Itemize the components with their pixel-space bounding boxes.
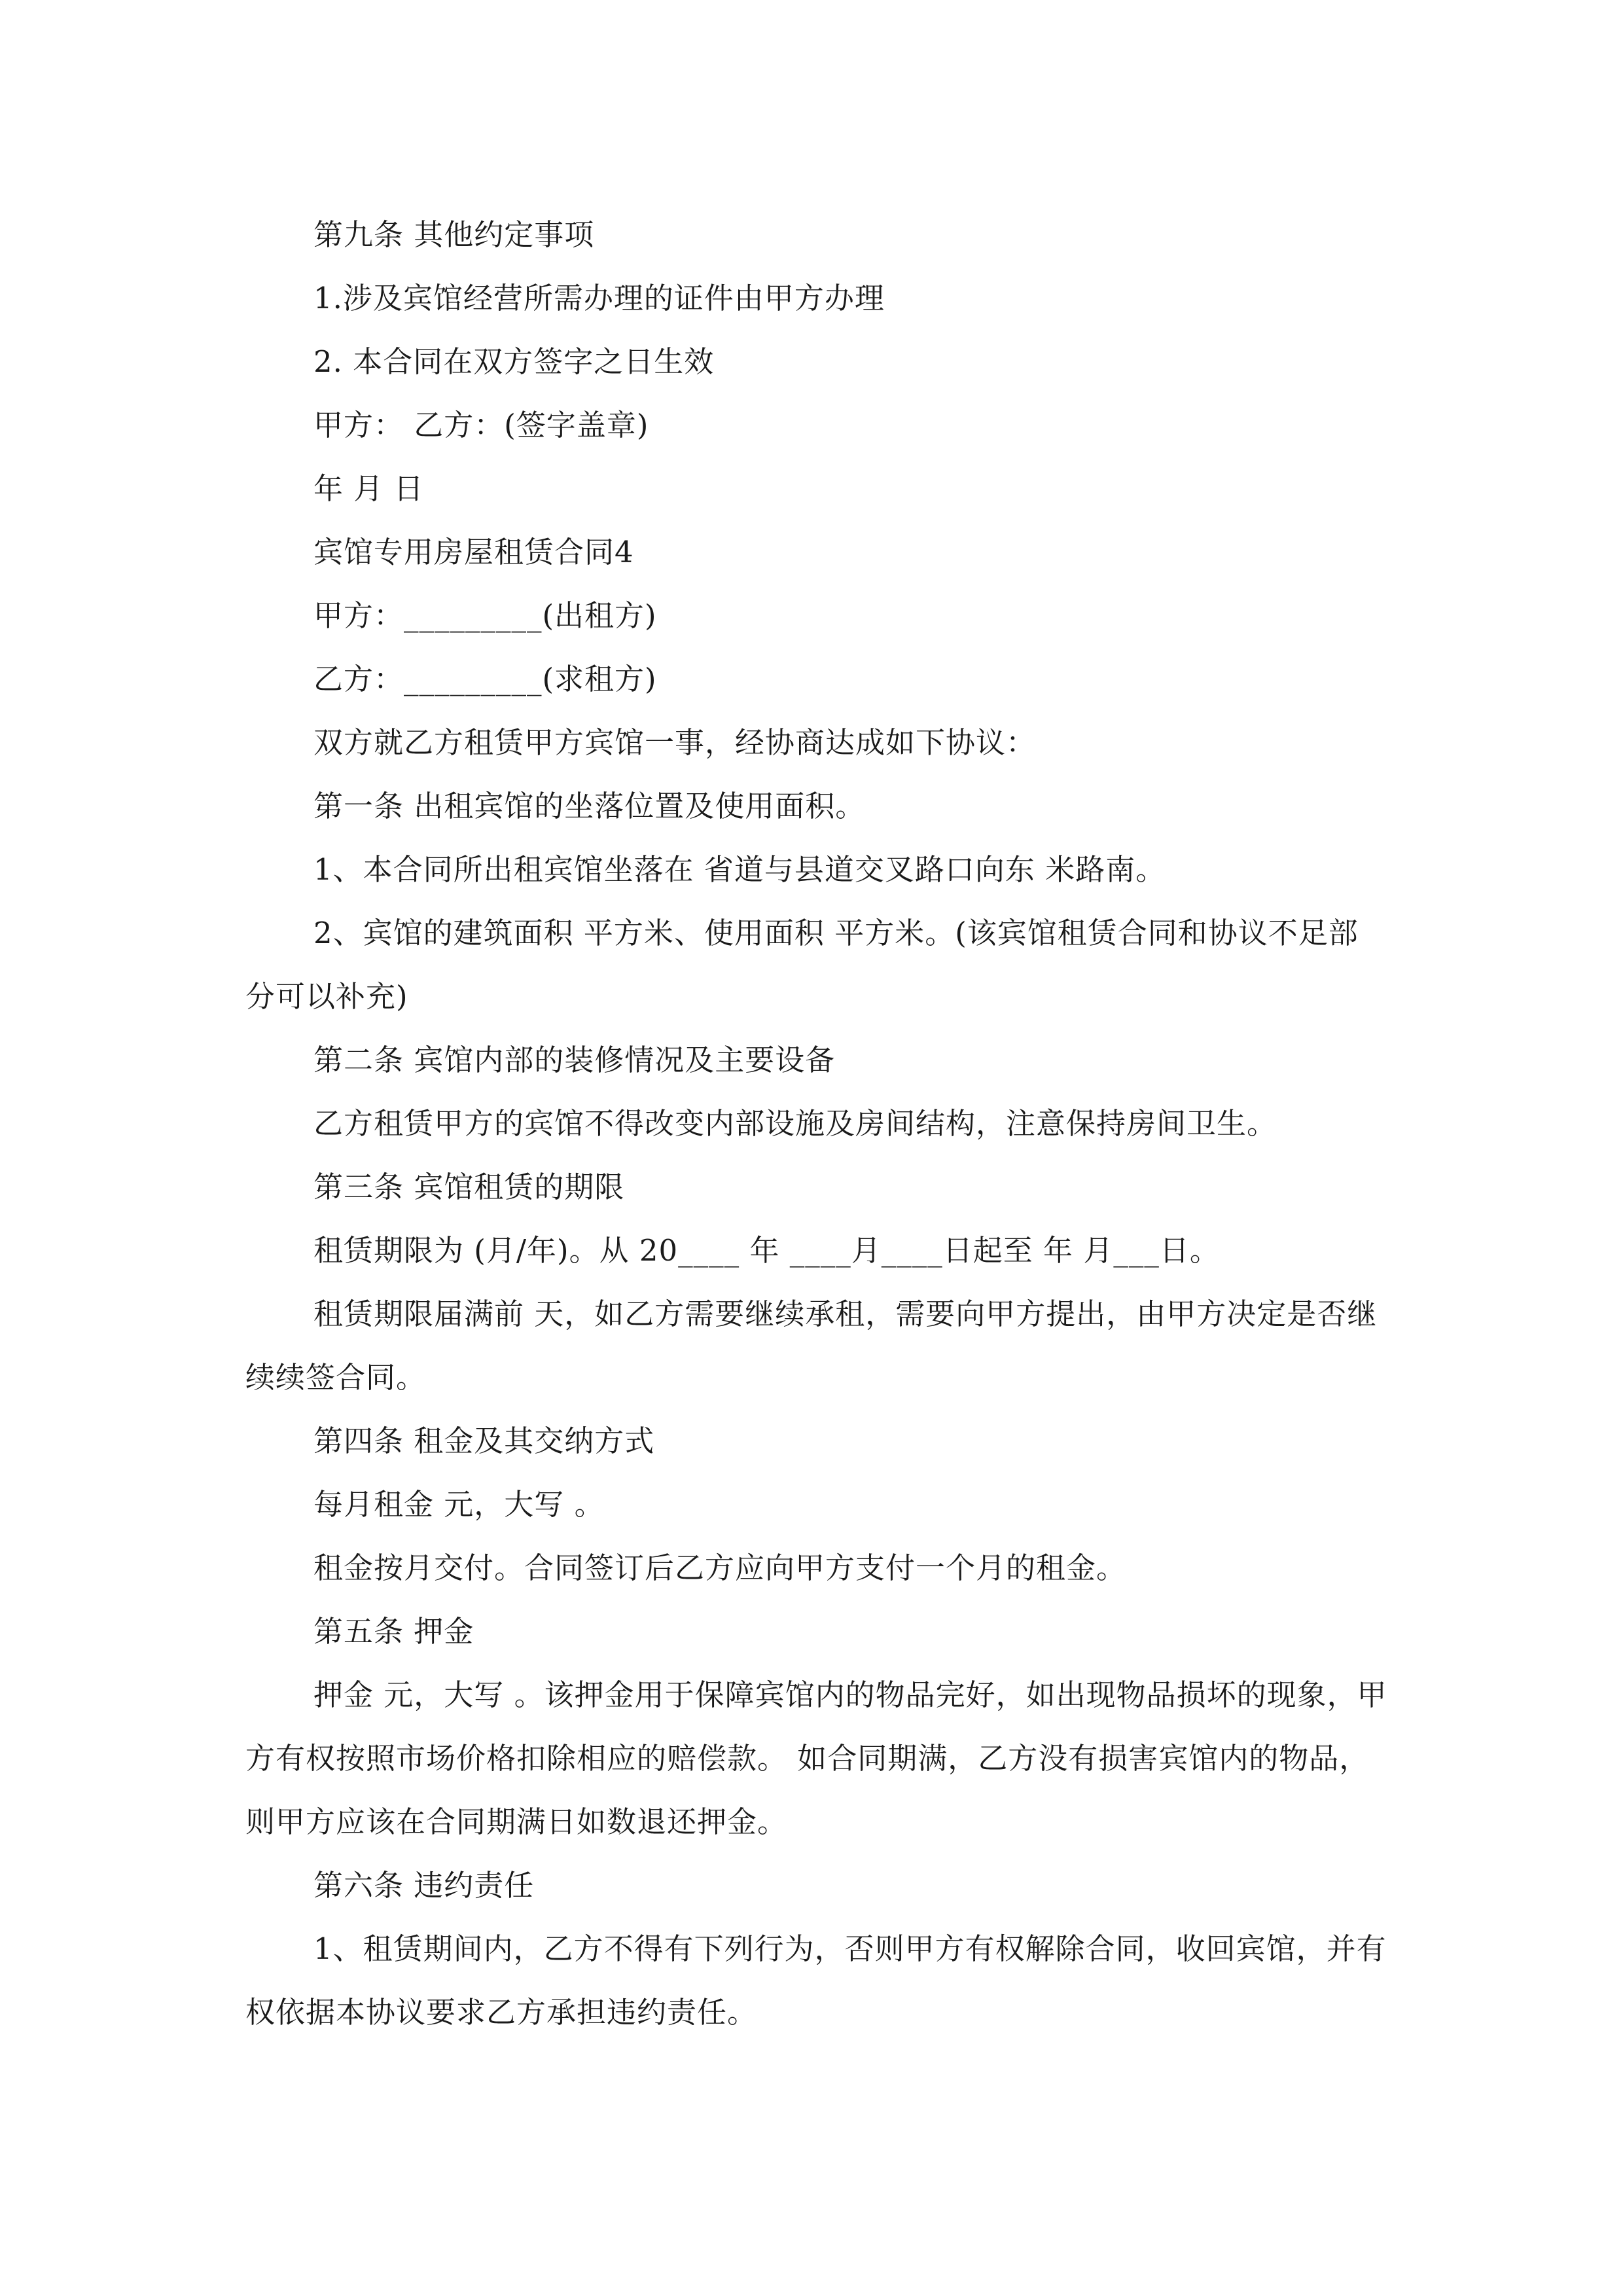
paragraph: 双方就乙方租赁甲方宾馆一事，经协商达成如下协议： [313, 725, 1037, 760]
paragraph: 2. 本合同在双方签字之日生效 [313, 344, 715, 379]
paragraph: 乙方租赁甲方的宾馆不得改变内部设施及房间结构，注意保持房间卫生。 [313, 1106, 1277, 1141]
section-title-article-1: 第一条 出租宾馆的坐落位置及使用面积。 [313, 789, 866, 823]
contract-title: 宾馆专用房屋租赁合同4 [313, 535, 634, 569]
party-b-line: 乙方：_________(求租方) [313, 662, 657, 696]
section-title-article-2: 第二条 宾馆内部的装修情况及主要设备 [313, 1043, 836, 1077]
paragraph: 租金按月交付。合同签订后乙方应向甲方支付一个月的租金。 [313, 1551, 1127, 1585]
date-line: 年 月 日 [313, 471, 424, 506]
paragraph: 1.涉及宾馆经营所需办理的证件由甲方办理 [313, 281, 885, 315]
paragraph: 1、租赁期间内，乙方不得有下列行为，否则甲方有权解除合同，收回宾馆，并有权依据本协议要求乙方承担违约责任。 [245, 1931, 1387, 2030]
contract-body [245, 203, 1387, 2044]
section-title-article-9: 第九条 其他约定事项 [313, 217, 595, 252]
signature-line: 甲方： 乙方：(签字盖章) [313, 408, 649, 442]
paragraph: 1、本合同所出租宾馆坐落在 省道与县道交叉路口向东 米路南。 [313, 852, 1166, 887]
paragraph: 押金 元，大写 。该押金用于保障宾馆内的物品完好，如出现物品损坏的现象，甲方有权按照市场价格扣除相应的赔偿款。 如合同期满，乙方没有损害宾馆内的物品，则甲方应该在合同期满日如数退还押金。 [245, 1677, 1387, 1839]
section-title-article-3: 第三条 宾馆租赁的期限 [313, 1170, 625, 1204]
paragraph: 每月租金 元，大写 。 [313, 1487, 605, 1522]
section-title-article-4: 第四条 租金及其交纳方式 [313, 1424, 655, 1458]
paragraph: 租赁期限为 (月/年)。从 20____ 年 ____月____日起至 年 月___日。 [313, 1233, 1220, 1268]
paragraph: 2、宾馆的建筑面积 平方米、使用面积 平方米。(该宾馆租赁合同和协议不足部分可以补充) [245, 916, 1359, 1014]
section-title-article-6: 第六条 违约责任 [313, 1868, 535, 1903]
section-title-article-5: 第五条 押金 [313, 1614, 474, 1649]
paragraph: 租赁期限届满前 天，如乙方需要继续承租，需要向甲方提出，由甲方决定是否继续续签合同。 [245, 1297, 1378, 1395]
party-a-line: 甲方：_________(出租方) [313, 598, 657, 633]
